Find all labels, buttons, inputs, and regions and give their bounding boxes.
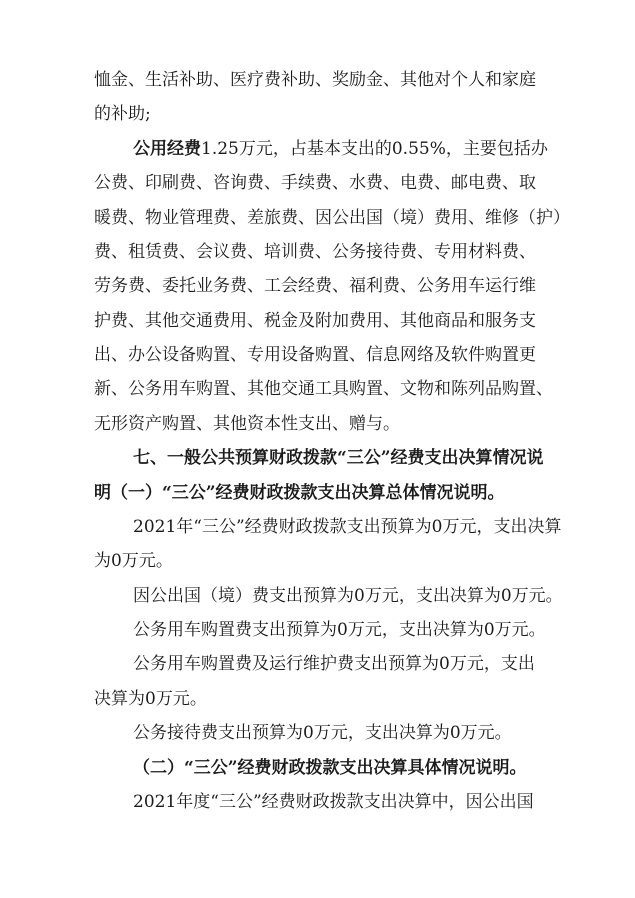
paragraph-line — [133, 137, 548, 161]
paragraph-line: 公务用车购置费及运行维护费支出预算为0万元，支出 — [133, 654, 535, 674]
paragraph-line: 费、租赁费、会议费、培训费、公务接待费、专用材料费、 — [94, 242, 536, 262]
paragraph-line: 暖费、物业管理费、差旅费、因公出国（境）费用、维修（护） — [94, 208, 570, 228]
paragraph-line: 恤金、生活补助、医疗费补助、奖励金、其他对个人和家庭 — [94, 70, 536, 90]
paragraph-line: 为0万元。 — [94, 551, 173, 571]
paragraph-line: 公务用车购置费支出预算为0万元，支出决算为0万元。 — [133, 620, 546, 640]
paragraph-line: 无形资产购置、其他资本性支出、赠与。 — [94, 414, 400, 434]
section-heading: 七、一般公共预算财政拨款“三公”经费支出决算情况说 — [133, 448, 544, 468]
paragraph-line: 公务接待费支出预算为0万元，支出决算为0万元。 — [133, 723, 512, 743]
paragraph-line: 出、办公设备购置、专用设备购置、信息网络及软件购置更 — [94, 345, 536, 365]
section-heading: （二）“三公”经费财政拨款支出决算具体情况说明。 — [133, 758, 527, 778]
paragraph-line: 2021年度“三公”经费财政拨款支出决算中，因公出国 — [133, 792, 534, 812]
paragraph-line: 2021年“三公”经费财政拨款支出预算为0万元，支出决算 — [133, 517, 562, 537]
public-funds-label: 公用经费 — [133, 139, 201, 159]
paragraph-line: 决算为0万元。 — [94, 689, 207, 709]
paragraph-line: 的补助; — [94, 104, 151, 124]
paragraph-line: 公费、印刷费、咨询费、手续费、水费、电费、邮电费、取 — [94, 173, 536, 193]
paragraph-line: 新、公务用车购置、其他交通工具购置、文物和陈列品购置、 — [94, 379, 553, 399]
paragraph-line: 劳务费、委托业务费、工会经费、福利费、公务用车运行维 — [94, 276, 536, 296]
paragraph-line: 因公出国（境）费支出预算为0万元，支出决算为0万元。 — [133, 586, 563, 606]
section-heading: 明（一）“三公”经费财政拨款支出决算总体情况说明。 — [94, 483, 505, 503]
paragraph-line: 护费、其他交通费用、税金及附加费用、其他商品和服务支 — [94, 311, 536, 331]
paragraph-text: 1.25万元，占基本支出的0.55%，主要包括办 — [201, 139, 548, 159]
